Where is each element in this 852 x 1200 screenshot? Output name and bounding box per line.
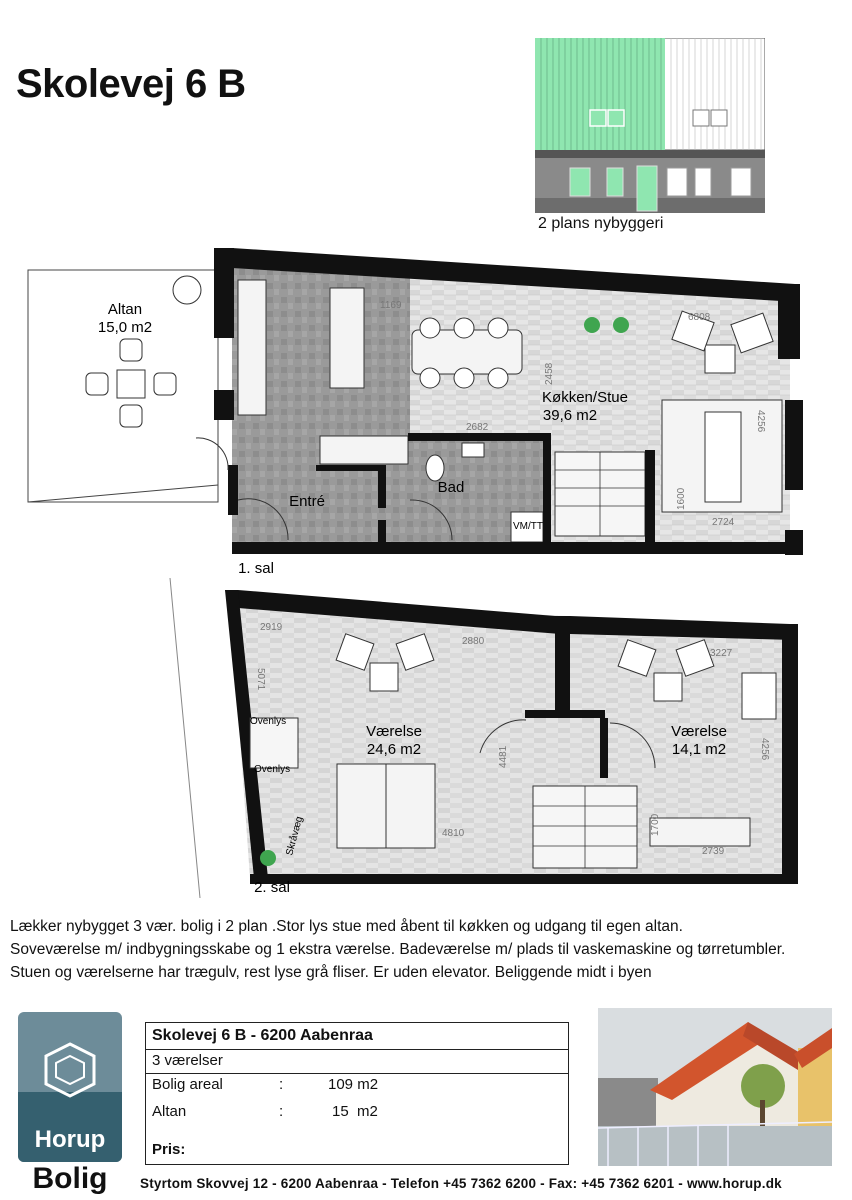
bath-label: Bad [437, 479, 465, 496]
dim-label: 2739 [702, 846, 725, 857]
dim-label: 2880 [462, 636, 485, 647]
company-logo [18, 1012, 122, 1195]
skylight-label: Ovenlys [250, 716, 287, 727]
info-separator: : [279, 1103, 284, 1120]
description [10, 915, 840, 984]
laundry-label: VM/TT [513, 521, 543, 532]
skylight-label: Ovenlys [254, 764, 291, 775]
info-balcony-row [146, 1101, 568, 1128]
elevation-caption: 2 plans nybyggeri [538, 215, 664, 232]
logo-text: Horup [34, 1126, 106, 1153]
dim-label: 6808 [688, 312, 711, 323]
floor1-label: 1. sal [238, 560, 274, 577]
entry-label: Entré [289, 493, 325, 510]
info-balcony-label: Altan [152, 1103, 187, 1120]
elevation-drawing [535, 38, 765, 213]
dim-label: 2919 [260, 622, 283, 633]
kitchen-label: Køkken/Stue [542, 389, 628, 406]
dim-label: 4481 [498, 745, 509, 768]
building-photo [598, 1008, 832, 1166]
dim-label: 4810 [442, 828, 465, 839]
dim-label: 2458 [544, 362, 555, 385]
dim-label: 4256 [759, 738, 770, 761]
page-title: Skolevej 6 B [16, 62, 246, 106]
info-balcony-value: 15 m2 [332, 1103, 378, 1120]
balcony-area: 15,0 m2 [97, 319, 153, 336]
room2-area: 14,1 m2 [671, 741, 727, 758]
dim-label: 2724 [712, 517, 735, 528]
kitchen-area: 39,6 m2 [542, 407, 598, 424]
floor-plan-2 [150, 578, 852, 898]
dim-label: 2682 [466, 422, 489, 433]
description-line: Soveværelse m/ indbygningsskabe og 1 ekstra værelse. Badeværelse m/ plads til vaskemaskine og tørretumbler. [10, 941, 786, 958]
info-area-value: 109 m2 [328, 1076, 379, 1093]
footer-contact: Styrtom Skovvej 12 - 6200 Aabenraa - Telefon +45 7362 6200 - Fax: +45 7362 6201 - www.horup.dk [140, 1176, 782, 1191]
info-rooms: 3 værelser [146, 1050, 568, 1074]
dim-label: 5071 [255, 668, 266, 691]
dim-label: 1600 [676, 487, 687, 510]
room1-area: 24,6 m2 [366, 741, 422, 758]
logo-text: Bolig [32, 1162, 108, 1195]
floor2-label: 2. sal [254, 879, 290, 896]
info-heading: Skolevej 6 B - 6200 Aabenraa [146, 1023, 568, 1050]
slope-wall-label: Skråvæg [284, 815, 306, 857]
dim-label: 3227 [710, 648, 733, 659]
dim-label: 4256 [755, 410, 766, 433]
dim-label: 1169 [380, 300, 402, 311]
description-line: Stuen og værelserne har trægulv, rest lyse grå fliser. Er uden elevator. Beliggende midt i byen [10, 964, 652, 981]
logo-cube-icon [40, 1040, 100, 1100]
dim-label: 1700 [650, 813, 661, 836]
info-separator: : [279, 1076, 284, 1093]
info-area-label: Bolig areal [152, 1076, 223, 1093]
description-line: Lækker nybygget 3 vær. bolig i 2 plan .Stor lys stue med åbent til køkken og udgang til egen altan. [10, 918, 683, 935]
price-label: Pris: [152, 1141, 186, 1158]
floor-plan-1 [0, 240, 852, 585]
balcony-label: Altan [107, 301, 143, 318]
property-info-box [145, 1022, 569, 1165]
room2-label: Værelse [671, 723, 727, 740]
info-area-row [146, 1074, 568, 1101]
room1-label: Værelse [366, 723, 422, 740]
